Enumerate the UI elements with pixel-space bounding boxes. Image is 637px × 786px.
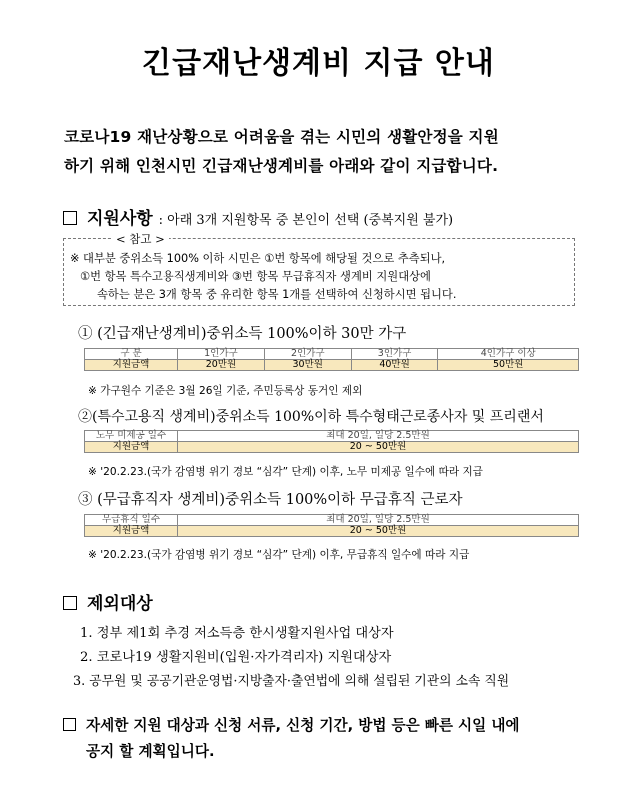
item1-table	[84, 348, 579, 371]
table-cell: 무급휴직 일수	[85, 515, 178, 526]
reference-line-1: ※ 대부분 중위소득 100% 이하 시민은 ①번 항목에 해당될 것으로 추측되나,	[70, 252, 446, 265]
checkbox-square-icon	[63, 211, 77, 225]
table-cell: 최대 20일, 일당 2.5만원	[178, 515, 579, 526]
table-cell: 1인가구	[178, 349, 265, 360]
reference-line-2: ①번 항목 특수고용직생계비와 ③번 항목 무급휴직자 생계비 지원대상에	[80, 270, 431, 283]
table-cell: 3인가구	[351, 349, 438, 360]
table-cell: 지원금액	[85, 526, 178, 537]
exclusion-item-2: 2. 코로나19 생활지원비(입원·자가격리자) 지원대상자	[80, 650, 392, 665]
table-cell: 지원금액	[85, 442, 178, 453]
final-line-1-row	[63, 714, 520, 735]
table-cell: 4인가구 이상	[438, 349, 579, 360]
table-cell: 40만원	[351, 360, 438, 371]
support-heading: 지원사항	[87, 209, 153, 229]
item3-title: ③ (무급휴직자 생계비)중위소득 100%이하 무급휴직 근로자	[78, 492, 463, 508]
item1-note: ※ 가구원수 기준은 3월 26일 기준, 주민등록상 동거인 제외	[88, 385, 363, 397]
table-cell: 20 ~ 50만원	[178, 526, 579, 537]
item3-table	[84, 514, 579, 537]
table-cell: 30만원	[264, 360, 351, 371]
page-title: 긴급재난생계비 지급 안내	[142, 46, 495, 81]
final-line-2: 공지 할 계획입니다.	[86, 743, 215, 760]
final-line-1: 자세한 지원 대상과 신청 서류, 신청 기간, 방법 등은 빠른 시일 내에	[86, 717, 520, 734]
exclusion-item-3: 3. 공무원 및 공공기관운영법·지방출자·출연법에 의해 설립된 기관의 소속 직원	[73, 674, 510, 689]
table-cell: 구 분	[85, 349, 178, 360]
table-cell: 2인가구	[264, 349, 351, 360]
support-heading-row	[63, 204, 453, 229]
checkbox-square-icon	[63, 596, 77, 610]
exclusion-heading: 제외대상	[87, 594, 153, 614]
table-cell: 최대 20일, 일당 2.5만원	[178, 431, 579, 442]
intro-line-1: 코로나19 재난상황으로 어려움을 겪는 시민의 생활안정을 지원	[64, 128, 499, 146]
reference-line-3: 속하는 분은 3개 항목 중 유리한 항목 1개를 선택하여 신청하시면 됩니다.	[97, 288, 457, 301]
exclusion-item-1: 1. 정부 제1회 추경 저소득층 한시생활지원사업 대상자	[80, 626, 394, 641]
table-cell: 20만원	[178, 360, 265, 371]
intro-line-2: 하기 위해 인천시민 긴급재난생계비를 아래와 같이 지급합니다.	[64, 157, 499, 175]
item1-title: ① (긴급재난생계비)중위소득 100%이하 30만 가구	[78, 326, 407, 342]
item2-title: ②(특수고용직 생계비)중위소득 100%이하 특수형태근로종사자 및 프리랜서	[78, 409, 544, 425]
checkbox-square-icon	[63, 718, 76, 731]
item2-note: ※ '20.2.23.(국가 감염병 위기 경보 “심각” 단계) 이후, 노무 미제공 일수에 따라 지급	[88, 466, 483, 478]
item2-table	[84, 430, 579, 453]
reference-label: < 참고 >	[112, 231, 169, 247]
table-cell: 20 ~ 50만원	[178, 442, 579, 453]
table-cell: 노무 미제공 일수	[85, 431, 178, 442]
support-subtitle: : 아래 3개 지원항목 중 본인이 선택 (중복지원 불가)	[158, 213, 454, 228]
exclusion-heading-row	[63, 589, 153, 614]
table-cell: 지원금액	[85, 360, 178, 371]
item3-note: ※ '20.2.23.(국가 감염병 위기 경보 “심각” 단계) 이후, 무급휴직 일수에 따라 지급	[88, 549, 470, 561]
table-cell: 50만원	[438, 360, 579, 371]
